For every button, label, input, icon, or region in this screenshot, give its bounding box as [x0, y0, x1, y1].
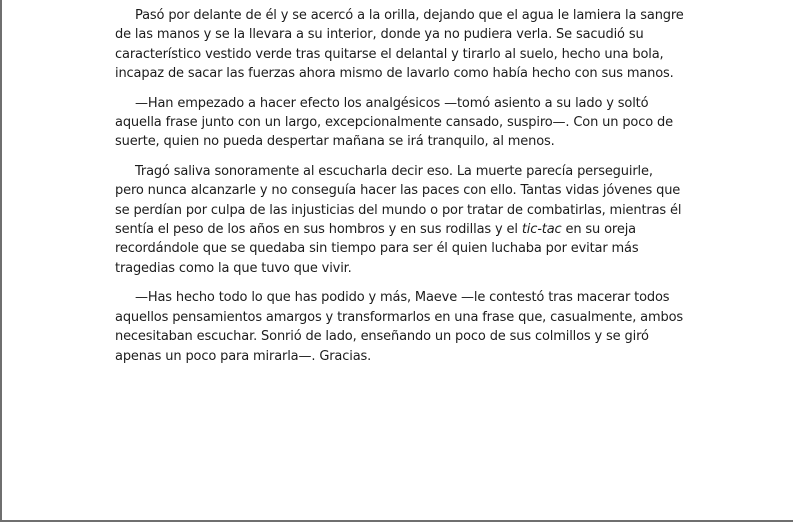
paragraph-4: —Has hecho todo lo que has podido y más, Maeve —le contestó tras macerar todos aquellos pensamientos amargos y transformarlos en una frase que, casualmente, ambos necesitaban escuchar. Sonrió de lado, enseñando un poco de sus colmillos y se giró apenas un poco para mirarla—. Gracias.: [115, 290, 684, 364]
paragraph-3-text-after: en su oreja recordándole que se quedaba sin tiempo para ser él quien luchaba por evitar más tragedias como la que tuvo que vivir.: [115, 222, 639, 276]
paragraph-2: —Han empezado a hacer efecto los analgésicos —tomó asiento a su lado y soltó aquella frase junto con un largo, excepcionalmente cansado, suspiro—. Con un poco de suerte, quien no pueda despertar mañana se irá tranquilo, al menos.: [115, 95, 673, 150]
paragraph-3-italic-text: tic-tac: [521, 222, 562, 238]
document-page: [2, 0, 793, 520]
page-text-body: [115, 6, 685, 376]
paragraph-3: [115, 162, 685, 278]
paragraph-3-text-before: Tragó saliva sonoramente al escucharla decir eso. La muerte parecía perseguirle, pero nunca alcanzarle y no conseguía hacer las paces con ello. Tantas vidas jóvenes que se perdían por culpa de las injusticias del mundo o por tratar de combatirlas, mientras él sentía el peso de los años en sus hombros y en sus rodillas y el: [115, 163, 682, 238]
paragraph-1: Pasó por delante de él y se acercó a la orilla, dejando que el agua le lamiera la sangre de las manos y se la llevara a su interior, donde ya no pudiera verla. Se sacudió su característico vestido verde tras quitarse el delantal y tirarlo al suelo, hecho una bola, incapaz de sacar las fuerzas ahora mismo de lavarlo como había hecho con sus manos.: [115, 8, 684, 82]
